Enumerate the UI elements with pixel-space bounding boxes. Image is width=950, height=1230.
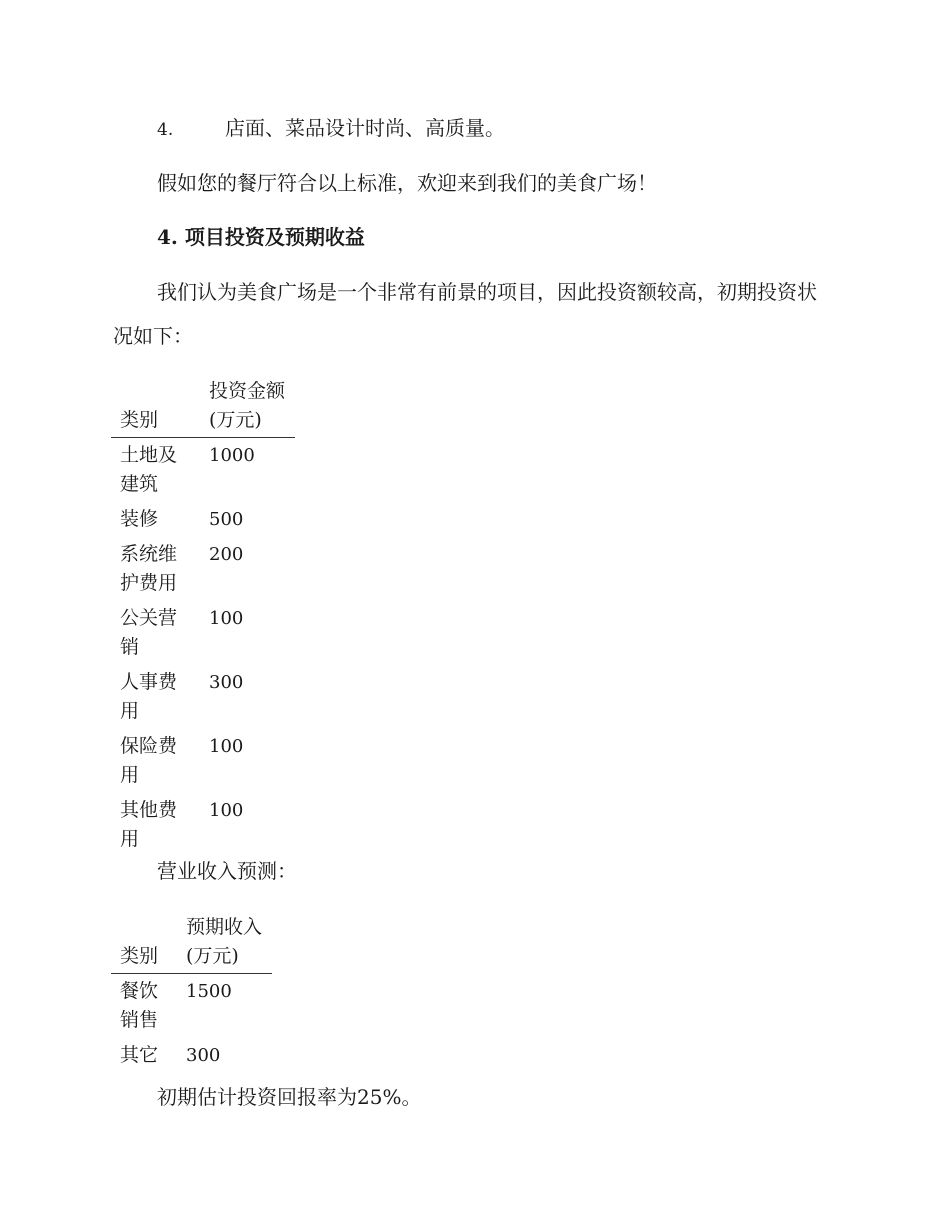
cell-category: 保险费用: [120, 735, 178, 786]
column-header-amount: 投资金额(万元): [200, 377, 295, 438]
cell-amount: 1000: [209, 445, 255, 466]
column-header-revenue: 预期收入(万元): [177, 913, 272, 974]
list-text: 店面、菜品设计时尚、高质量。: [225, 116, 505, 140]
table-row: [111, 438, 295, 503]
table-row: [111, 665, 295, 729]
cell-category: 装修: [120, 508, 159, 530]
cell-revenue: 300: [186, 1045, 221, 1066]
table-row: [111, 1038, 272, 1073]
cell-category: 土地及建筑: [120, 444, 178, 495]
cell-amount: 100: [209, 800, 244, 821]
roi-paragraph: 初期估计投资回报率为25%。: [157, 1085, 422, 1109]
cell-category: 其他费用: [120, 799, 178, 850]
cell-amount: 200: [209, 544, 244, 565]
table-row: [111, 537, 295, 601]
table-header-row: [111, 377, 295, 438]
cell-category: 其它: [120, 1044, 159, 1066]
revenue-table: [111, 913, 272, 1073]
table-row: [111, 601, 295, 665]
column-header-category: 类别: [111, 377, 200, 438]
cell-revenue: 1500: [186, 981, 232, 1002]
cell-amount: 100: [209, 736, 244, 757]
section-heading: 4. 项目投资及预期收益: [157, 225, 365, 249]
cell-amount: 300: [209, 672, 244, 693]
list-item-4: [157, 114, 505, 144]
cell-amount: 100: [209, 608, 244, 629]
table-row: [111, 502, 295, 537]
table-header-row: [111, 913, 272, 974]
cell-category: 公关营销: [120, 607, 178, 658]
cell-category: 餐饮销售: [120, 980, 159, 1031]
table-row: [111, 793, 295, 857]
table-row: [111, 974, 272, 1039]
intro-paragraph: 我们认为美食广场是一个非常有前景的项目，因此投资额较高，初期投资状况如下：: [113, 280, 817, 348]
cell-category: 系统维护费用: [120, 543, 178, 594]
investment-table: [111, 377, 295, 857]
column-header-category: 类别: [111, 913, 177, 974]
list-number: 4.: [157, 120, 174, 140]
table-row: [111, 729, 295, 793]
welcome-paragraph: 假如您的餐厅符合以上标准，欢迎来到我们的美食广场！: [157, 171, 657, 195]
revenue-label: 营业收入预测：: [157, 859, 297, 883]
cell-category: 人事费用: [120, 671, 178, 722]
cell-amount: 500: [209, 509, 244, 530]
